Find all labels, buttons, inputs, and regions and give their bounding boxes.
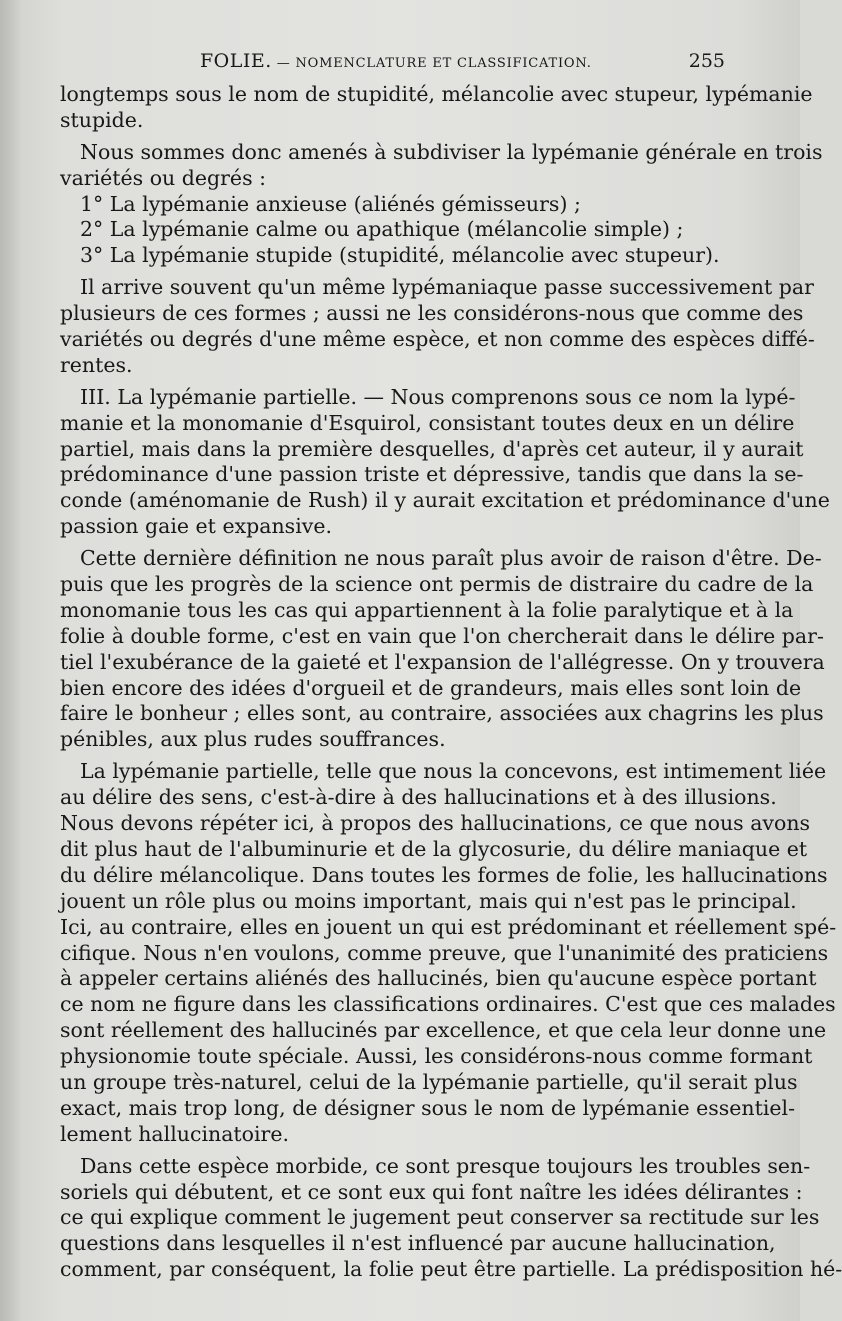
text-line: Cette dernière définition ne nous paraît plus avoir de raison d'être. De- — [80, 546, 822, 571]
text-line: tiel l'exubérance de la gaieté et l'expansion de l'allégresse. On y trouvera — [60, 649, 825, 674]
list-item: 3° La lypémanie stupide (stupidité, mélancolie avec stupeur). — [80, 243, 720, 268]
text-line: plusieurs de ces formes ; aussi ne les considérons-nous que comme des — [60, 301, 804, 326]
page-gutter-shadow — [0, 0, 22, 1321]
text-line: variétés ou degrés : — [60, 165, 267, 190]
section-heading-line: III. La lypémanie partielle. — Nous comprenons sous ce nom la lypé- — [80, 384, 796, 409]
text-line: prédominance d'une passion triste et dépressive, tandis que dans la se- — [60, 462, 804, 487]
running-title-main: FOLIE. — [200, 50, 272, 72]
text-line: pénibles, aux plus rudes souffrances. — [60, 727, 446, 752]
text-line: puis que les progrès de la science ont permis de distraire du cadre de la — [60, 572, 814, 597]
page-number: 255 — [688, 50, 725, 72]
text-line: Nous sommes donc amenés à subdiviser la lypémanie générale en trois — [80, 139, 823, 164]
text-line: physionomie toute spéciale. Aussi, les considérons-nous comme formant — [60, 1044, 813, 1069]
text-line: sont réellement des hallucinés par excellence, et que cela leur donne une — [60, 1018, 827, 1043]
text-line: à appeler certains aliénés des hallucinés, bien qu'aucune espèce portant — [60, 966, 817, 991]
text-line: monomanie tous les cas qui appartiennent à la folie paralytique et à la — [60, 597, 794, 622]
text-line: faire le bonheur ; elles sont, au contraire, associées aux chagrins les plus — [60, 701, 824, 726]
text-line: longtemps sous le nom de stupidité, mélancolie avec stupeur, lypémanie — [60, 82, 813, 106]
text-line: Ici, au contraire, elles en jouent un qui est prédominant et réellement spé- — [60, 914, 837, 939]
text-line: du délire mélancolique. Dans toutes les formes de folie, les hallucinations — [60, 862, 828, 887]
text-line: Il arrive souvent qu'un même lypémaniaque passe successivement par — [80, 275, 814, 300]
text-line: lement hallucinatoire. — [60, 1121, 290, 1146]
text-line: exact, mais trop long, de désigner sous le nom de lypémanie essentiel- — [60, 1095, 796, 1120]
text-line: un groupe très-naturel, celui de la lypémanie partielle, qu'il serait plus — [60, 1069, 798, 1094]
list-item: 2° La lypémanie calme ou apathique (mélancolie simple) ; — [80, 217, 684, 242]
text-line: manie et la monomanie d'Esquirol, consistant toutes deux en un délire — [60, 410, 795, 435]
body-text — [60, 82, 842, 1283]
text-line: dit plus haut de l'albuminurie et de la glycosurie, du délire maniaque et — [60, 836, 808, 861]
running-title — [200, 50, 592, 72]
text-line: ce nom ne figure dans les classifications ordinaires. C'est que ces malades — [60, 992, 836, 1017]
text-line: folie à double forme, c'est en vain que l'on chercherait dans le délire par- — [60, 623, 824, 648]
text-line: au délire des sens, c'est-à-dire à des hallucinations et à des illusions. — [60, 785, 777, 810]
text-line: Dans cette espèce morbide, ce sont presque toujours les troubles sen- — [80, 1153, 811, 1178]
text-line: rentes. — [60, 352, 133, 377]
text-line: partiel, mais dans la première desquelles, d'après cet auteur, il y aurait — [60, 436, 804, 461]
text-line: jouent un rôle plus ou moins important, mais qui n'est pas le principal. — [60, 888, 797, 913]
text-line: soriels qui débutent, et ce sont eux qui font naître les idées délirantes : — [60, 1179, 803, 1204]
text-line: cifique. Nous n'en voulons, comme preuve, que l'unanimité des praticiens — [60, 940, 829, 965]
text-line: Nous devons répéter ici, à propos des hallucinations, ce que nous avons — [60, 811, 811, 836]
text-line: La lypémanie partielle, telle que nous la concevons, est intimement liée — [80, 759, 827, 784]
text-line: questions dans lesquelles il n'est influencé par aucune hallucination, — [60, 1231, 776, 1256]
text-line: variétés ou degrés d'une même espèce, et non comme des espèces diffé- — [60, 327, 815, 352]
running-title-rest: — NOMENCLATURE ET CLASSIFICATION. — [271, 56, 592, 71]
running-header — [60, 48, 725, 78]
list-item: 1° La lypémanie anxieuse (aliénés gémisseurs) ; — [80, 191, 581, 216]
text-line: ce qui explique comment le jugement peut conserver sa rectitude sur les — [60, 1205, 820, 1230]
text-line: conde (aménomanie de Rush) il y aurait excitation et prédominance d'une — [60, 488, 830, 513]
text-line: stupide. — [60, 107, 144, 132]
text-line: comment, par conséquent, la folie peut être partielle. La prédisposition hé- — [60, 1257, 842, 1282]
text-line: passion gaie et expansive. — [60, 514, 332, 539]
text-line: bien encore des idées d'orgueil et de grandeurs, mais elles sont loin de — [60, 675, 802, 700]
